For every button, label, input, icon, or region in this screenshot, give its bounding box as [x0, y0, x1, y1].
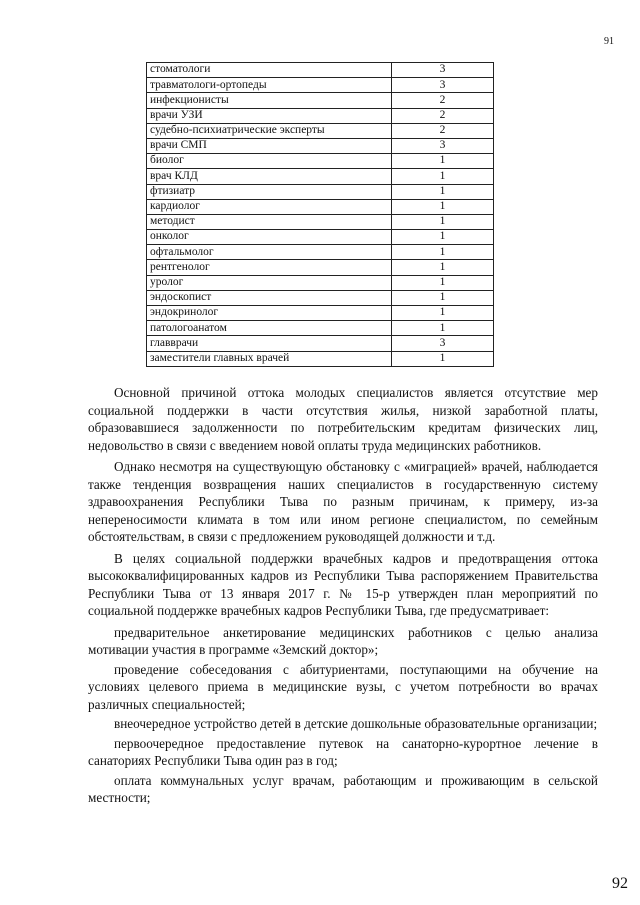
- specialty-cell: главврачи: [147, 336, 392, 351]
- table-row: [147, 123, 494, 138]
- specialty-cell: судебно-психиатрические эксперты: [147, 123, 392, 138]
- count-cell: 3: [392, 138, 494, 153]
- specialty-cell: уролог: [147, 275, 392, 290]
- table-row: [147, 260, 494, 275]
- table-row: [147, 63, 494, 78]
- specialists-table-body: [147, 63, 494, 367]
- count-cell: 3: [392, 63, 494, 78]
- table-row: [147, 275, 494, 290]
- table-row: [147, 108, 494, 123]
- count-cell: 1: [392, 199, 494, 214]
- specialists-table: [146, 62, 494, 367]
- count-cell: 1: [392, 169, 494, 184]
- count-cell: 2: [392, 123, 494, 138]
- table-row: [147, 169, 494, 184]
- specialty-cell: онколог: [147, 230, 392, 245]
- count-cell: 1: [392, 321, 494, 336]
- count-cell: 1: [392, 306, 494, 321]
- paragraph-outflow-reasons: Основной причиной оттока молодых специалистов является отсутствие мер социальной поддержки в части отсутствия жилья, низкой заработной платы, образовавшиеся задолженности по потребительским кредитам физических лиц, недовольство в связи с введением новой оплаты труда медицинских работников.: [88, 385, 598, 453]
- count-cell: 1: [392, 154, 494, 169]
- specialty-cell: травматологи-ортопеды: [147, 78, 392, 93]
- table-row: [147, 184, 494, 199]
- paragraph-return-trend: Однако несмотря на существующую обстановку с «миграцией» врачей, наблюдается также тенденция возвращения наших специалистов в государственную систему здравоохранения Республики Тыва по разным причинам, к примеру, из-за непереносимости климата в том или ином регионе специалистом, по семейным обстоятельствам, в связи с предложением руководящей должности и т.д.: [88, 459, 598, 544]
- specialty-cell: заместители главных врачей: [147, 351, 392, 366]
- specialty-cell: эндокринолог: [147, 306, 392, 321]
- specialty-cell: кардиолог: [147, 199, 392, 214]
- specialty-cell: стоматологи: [147, 63, 392, 78]
- count-cell: 2: [392, 108, 494, 123]
- specialty-cell: патологоанатом: [147, 321, 392, 336]
- table-row: [147, 351, 494, 366]
- document-body: [88, 384, 598, 809]
- count-cell: 2: [392, 93, 494, 108]
- page-number-top: 91: [604, 36, 614, 47]
- page-number-bottom: 92: [612, 875, 628, 892]
- count-cell: 1: [392, 260, 494, 275]
- list-item: оплата коммунальных услуг врачам, работающим и проживающим в сельской местности;: [88, 772, 598, 805]
- specialty-cell: методист: [147, 214, 392, 229]
- count-cell: 1: [392, 275, 494, 290]
- specialty-cell: врачи УЗИ: [147, 108, 392, 123]
- list-item: внеочередное устройство детей в детские дошкольные образовательные организации;: [114, 716, 598, 731]
- specialty-cell: инфекционисты: [147, 93, 392, 108]
- table-row: [147, 290, 494, 305]
- specialty-cell: биолог: [147, 154, 392, 169]
- list-item: проведение собеседования с абитуриентами, поступающими на обучение на условиях целевого приема в медицинские вузы, с учетом потребности во врачах различных специальностей;: [88, 661, 598, 712]
- count-cell: 1: [392, 214, 494, 229]
- table-row: [147, 321, 494, 336]
- count-cell: 1: [392, 290, 494, 305]
- list-item: первоочередное предоставление путевок на санаторно-курортное лечение в санаториях Республики Тыва один раз в год;: [88, 735, 598, 768]
- count-cell: 1: [392, 351, 494, 366]
- specialty-cell: рентгенолог: [147, 260, 392, 275]
- table-row: [147, 245, 494, 260]
- specialty-cell: офтальмолог: [147, 245, 392, 260]
- table-row: [147, 336, 494, 351]
- table-row: [147, 199, 494, 214]
- table-row: [147, 93, 494, 108]
- paragraph-support-plan: В целях социальной поддержки врачебных кадров и предотвращения оттока высококвалифицированных кадров из Республики Тыва распоряжением Правительства Республики Тыва от 13 января 2017 г. № 15-р утвержден план мероприятий по социальной поддержке врачебных кадров Республики Тыва, где предусматривает:: [88, 550, 598, 618]
- table-row: [147, 230, 494, 245]
- specialty-cell: эндоскопист: [147, 290, 392, 305]
- count-cell: 1: [392, 245, 494, 260]
- table-row: [147, 306, 494, 321]
- specialty-cell: врачи СМП: [147, 138, 392, 153]
- count-cell: 3: [392, 78, 494, 93]
- table-row: [147, 214, 494, 229]
- table-row: [147, 154, 494, 169]
- specialty-cell: врач КЛД: [147, 169, 392, 184]
- count-cell: 3: [392, 336, 494, 351]
- table-row: [147, 138, 494, 153]
- count-cell: 1: [392, 184, 494, 199]
- specialty-cell: фтизиатр: [147, 184, 392, 199]
- count-cell: 1: [392, 230, 494, 245]
- list-item: предварительное анкетирование медицинских работников с целью анализа мотивации участия в программе «Земский доктор»;: [88, 624, 598, 657]
- table-row: [147, 78, 494, 93]
